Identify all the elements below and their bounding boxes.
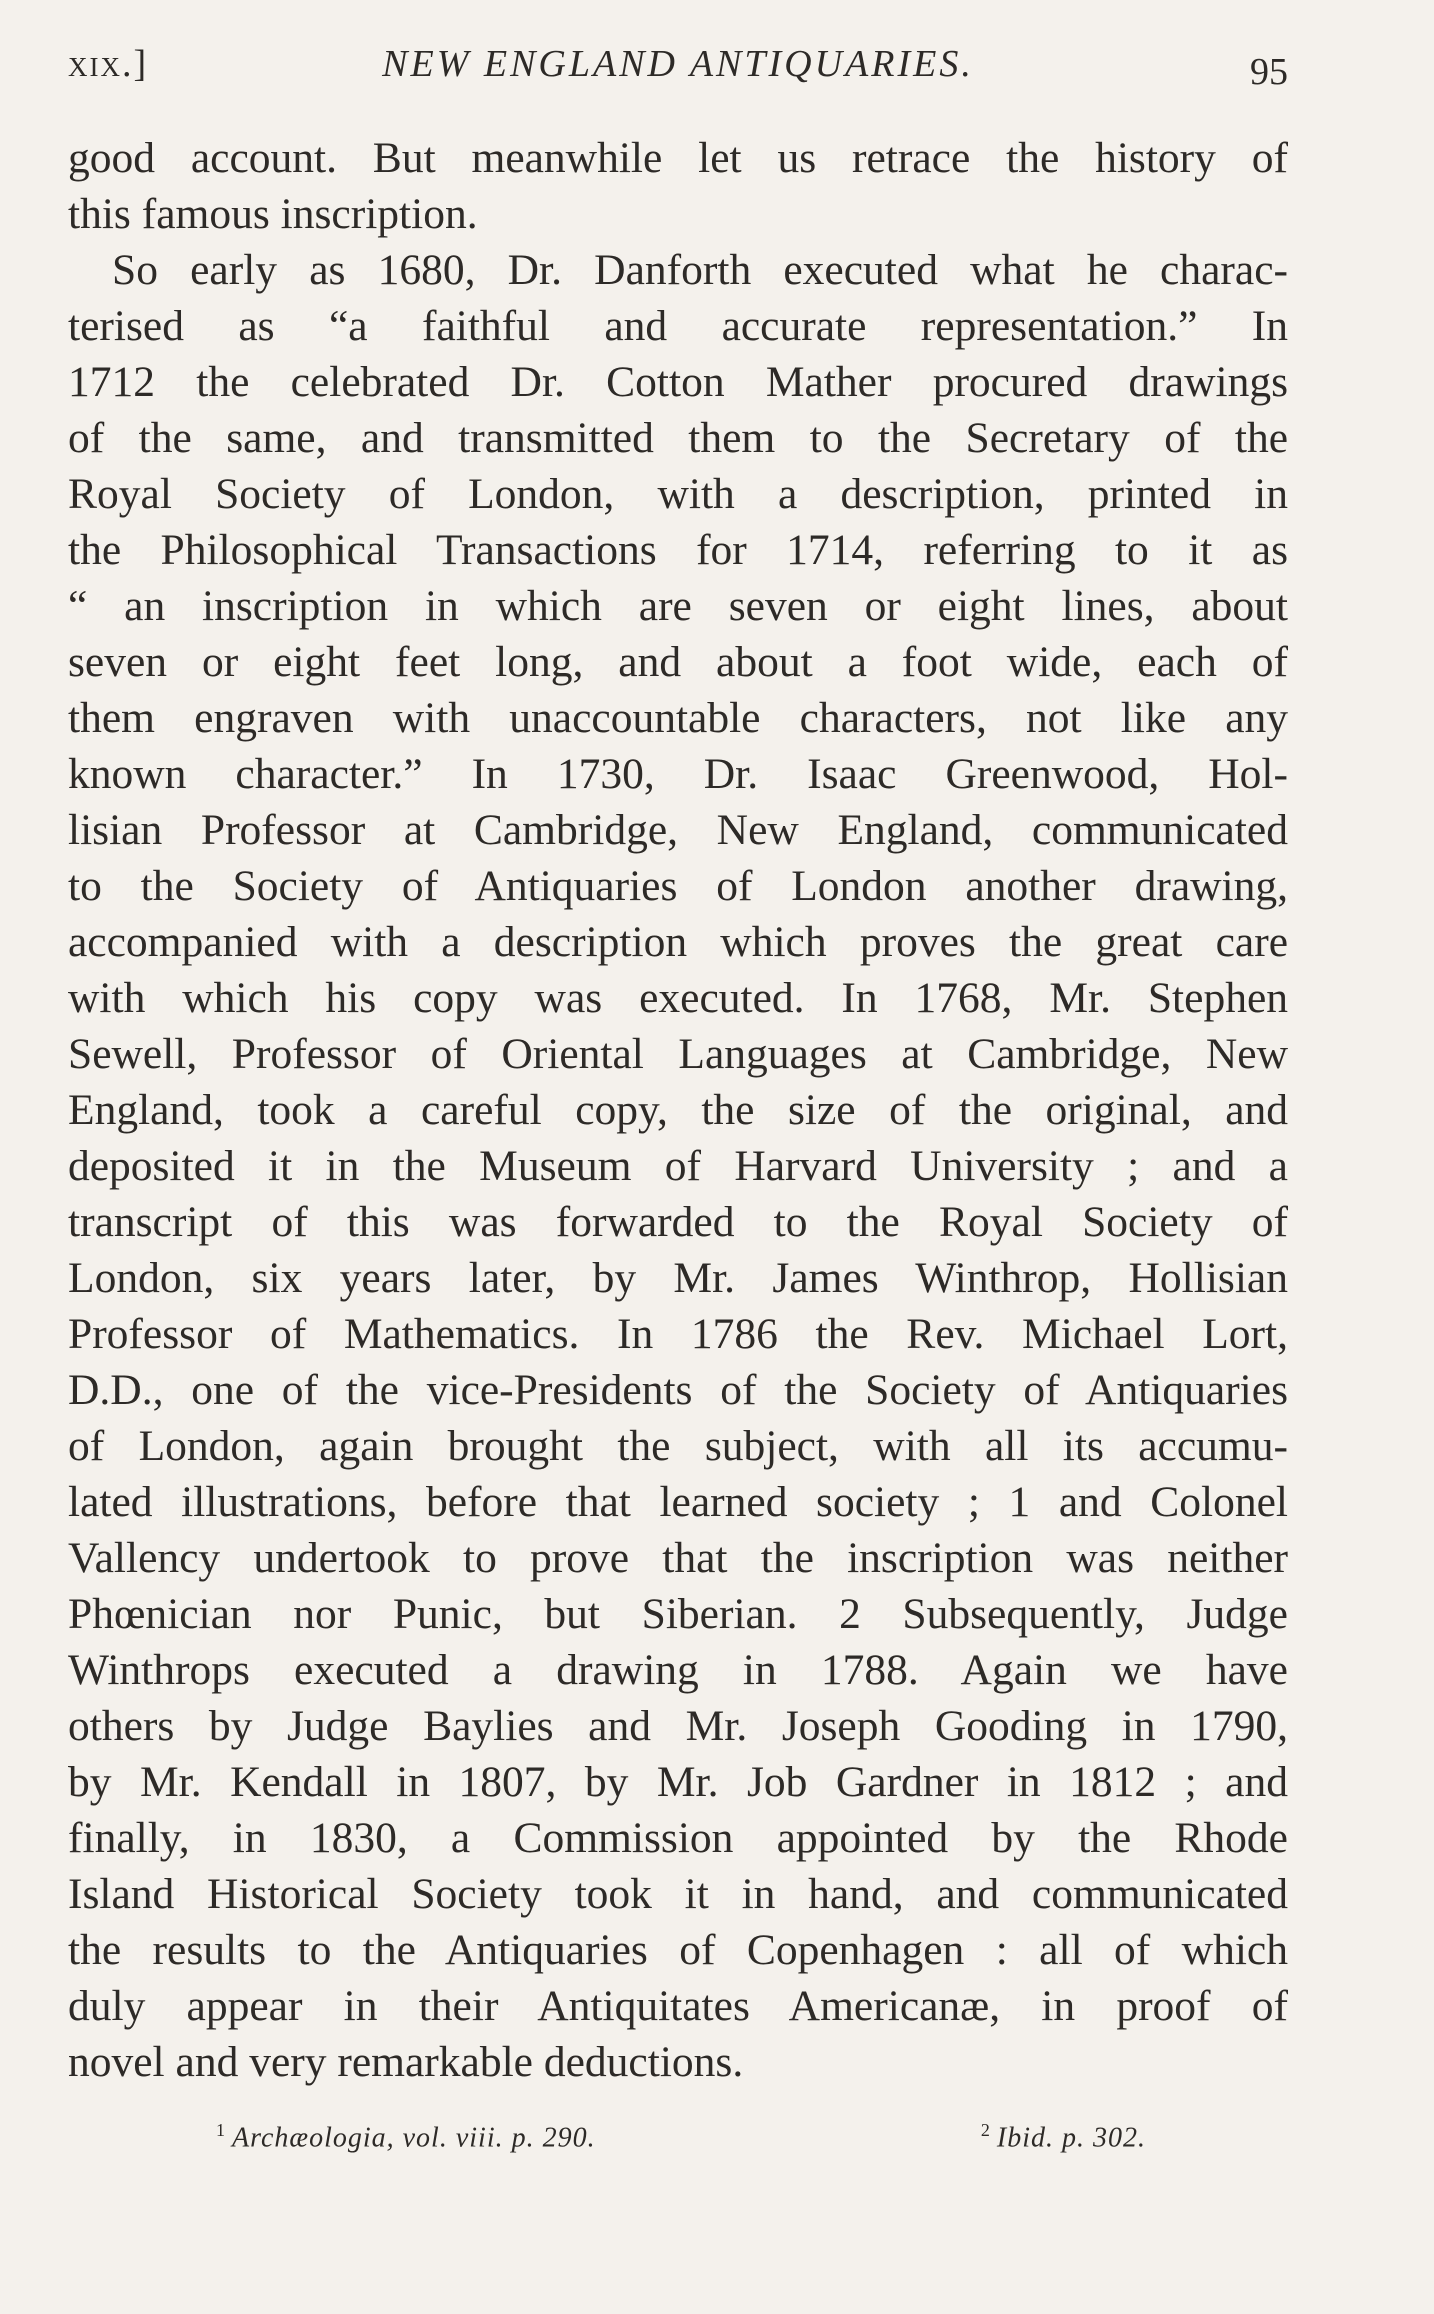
footnote-2-text: Ibid. p. 302. bbox=[996, 2122, 1146, 2154]
text-line: terised as “a faithful and accurate representation.” In bbox=[68, 302, 1288, 350]
text-line: novel and very remarkable deductions. bbox=[68, 2038, 744, 2086]
text-line: finally, in 1830, a Commission appointed by the Rhode bbox=[68, 1814, 1288, 1862]
footnote-1 bbox=[216, 2120, 596, 2154]
text-line: by Mr. Kendall in 1807, by Mr. Job Gardner in 1812 ; and bbox=[68, 1758, 1288, 1806]
text-line: of London, again brought the subject, with all its accumu- bbox=[68, 1422, 1288, 1470]
text-line: of the same, and transmitted them to the Secretary of the bbox=[68, 414, 1288, 462]
footnote-2 bbox=[981, 2120, 1146, 2154]
text-line: So early as 1680, Dr. Danforth executed what he charac- bbox=[112, 246, 1288, 294]
page-number: 95 bbox=[1250, 51, 1288, 93]
text-line: the Philosophical Transactions for 1714, referring to it as bbox=[68, 526, 1288, 574]
chapter-number: xix.] bbox=[68, 43, 149, 85]
text-line: accompanied with a description which proves the great care bbox=[68, 918, 1288, 966]
text-line: lated illustrations, before that learned society ; 1 and Colonel bbox=[68, 1478, 1288, 1526]
text-line: others by Judge Baylies and Mr. Joseph Gooding in 1790, bbox=[68, 1702, 1288, 1750]
text-line: “ an inscription in which are seven or eight lines, about bbox=[68, 582, 1288, 630]
text-line: Sewell, Professor of Oriental Languages at Cambridge, New bbox=[68, 1030, 1288, 1078]
text-line: Vallency undertook to prove that the inscription was neither bbox=[68, 1534, 1288, 1582]
text-line: lisian Professor at Cambridge, New England, communicated bbox=[68, 806, 1288, 854]
text-line: seven or eight feet long, and about a foot wide, each of bbox=[68, 638, 1288, 686]
text-line: England, took a careful copy, the size of the original, and bbox=[68, 1086, 1288, 1134]
text-line: Professor of Mathematics. In 1786 the Rev. Michael Lort, bbox=[68, 1310, 1288, 1358]
footnotes bbox=[216, 2120, 1146, 2160]
text-line: London, six years later, by Mr. James Winthrop, Hollisian bbox=[68, 1254, 1288, 1302]
text-line: Winthrops executed a drawing in 1788. Again we have bbox=[68, 1646, 1288, 1694]
text-line: Royal Society of London, with a description, printed in bbox=[68, 470, 1288, 518]
text-line: good account. But meanwhile let us retrace the history of bbox=[68, 134, 1288, 182]
text-line: Island Historical Society took it in hand, and communicated bbox=[68, 1870, 1288, 1918]
text-line: to the Society of Antiquaries of London another drawing, bbox=[68, 862, 1288, 910]
footnote-1-mark: 1 bbox=[216, 2120, 226, 2140]
text-line: duly appear in their Antiquitates Americanæ, in proof of bbox=[68, 1982, 1288, 2030]
text-line: known character.” In 1730, Dr. Isaac Greenwood, Hol- bbox=[68, 750, 1288, 798]
text-line: them engraven with unaccountable characters, not like any bbox=[68, 694, 1288, 742]
running-title: NEW ENGLAND ANTIQUARIES. bbox=[382, 43, 974, 85]
text-line: with which his copy was executed. In 1768, Mr. Stephen bbox=[68, 974, 1288, 1022]
text-line: 1712 the celebrated Dr. Cotton Mather procured drawings bbox=[68, 358, 1288, 406]
text-line: Phœnician nor Punic, but Siberian. 2 Subsequently, Judge bbox=[68, 1590, 1288, 1638]
footnote-1-text: Archæologia, vol. viii. p. 290. bbox=[232, 2122, 596, 2154]
text-line: the results to the Antiquaries of Copenhagen : all of which bbox=[68, 1926, 1288, 1974]
footnote-2-mark: 2 bbox=[980, 2120, 991, 2140]
body-text bbox=[68, 130, 1288, 2090]
text-line: this famous inscription. bbox=[68, 190, 478, 238]
page-header bbox=[68, 42, 1288, 92]
text-line: deposited it in the Museum of Harvard University ; and a bbox=[68, 1142, 1288, 1190]
text-line: transcript of this was forwarded to the Royal Society of bbox=[68, 1198, 1288, 1246]
text-line: D.D., one of the vice-Presidents of the Society of Antiquaries bbox=[68, 1366, 1288, 1414]
